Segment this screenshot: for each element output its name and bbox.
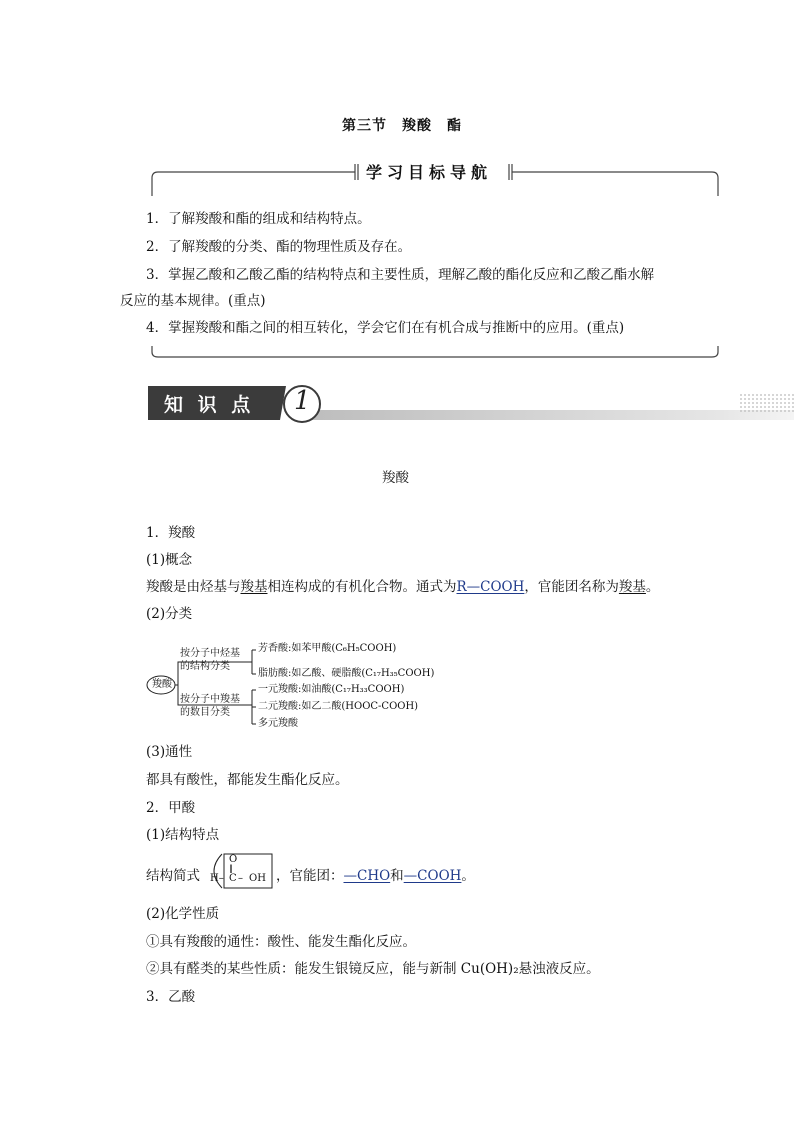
tree-leaf: 一元羧酸:如油酸(C₁₇H₃₃COOH) [258, 684, 405, 695]
goal-item: 反应的基本规律。(重点) [120, 293, 266, 309]
formula-c: C [229, 873, 237, 884]
goals-heading: 学习目标导航 [366, 163, 493, 182]
page-title: 第三节 羧酸 酯 [342, 118, 462, 134]
classify-heading: (2)分类 [146, 606, 193, 622]
heading-2: 2．甲酸 [146, 800, 196, 816]
tree-leaf: 多元羧酸 [258, 718, 298, 729]
tree-leaf: 芳香酸:如苯甲酸(C₆H₅COOH) [258, 643, 397, 654]
goal-item: 3．掌握乙酸和乙酸乙酯的结构特点和主要性质，理解乙酸的酯化反应和乙酸乙酯水解 [146, 267, 655, 283]
common-text: 都具有酸性，都能发生酯化反应。 [146, 772, 349, 788]
goal-item: 4．掌握羧酸和酯之间的相互转化，学会它们在有机合成与推断中的应用。(重点) [146, 320, 625, 336]
formula-dash: – [238, 873, 243, 884]
tree-leaf: 脂肪酸:如乙酸、硬脂酸(C₁₇H₃₅COOH) [258, 668, 435, 679]
tree-root: 羧酸 [152, 679, 172, 690]
section-title: 羧酸 [382, 470, 409, 486]
tree-leaf: 二元羧酸:如乙二酸(HOOC-COOH) [258, 701, 419, 712]
tree-branch-1: 的结构分类 [180, 661, 230, 672]
chem-heading: (2)化学性质 [146, 906, 220, 922]
concept-heading: (1)概念 [146, 552, 193, 568]
tree-branch-2: 按分子中羧基 [180, 694, 240, 705]
struct-heading: (1)结构特点 [146, 827, 220, 843]
chem-property: ①具有羧酸的通性：酸性、能发生酯化反应。 [146, 934, 416, 950]
tree-branch-1: 按分子中烃基 [180, 648, 240, 659]
heading-3: 3．乙酸 [146, 989, 196, 1005]
formula-oh: OH [249, 873, 266, 884]
struct-text: ，官能团：—CHO和—COOH。 [276, 868, 475, 884]
heading-1: 1．羧酸 [146, 525, 196, 541]
knowledge-number: 1 [294, 386, 311, 416]
goal-item: 1．了解羧酸和酯的组成和结构特点。 [146, 211, 371, 227]
struct-label: 结构简式 [146, 868, 200, 884]
formula-o: O [229, 854, 238, 865]
formula-double-bond: ‖ [229, 864, 233, 873]
knowledge-label: 知 识 点 [164, 394, 255, 416]
tree-branch-2: 的数目分类 [180, 707, 230, 718]
concept-text: 羧酸是由烃基与羧基相连构成的有机化合物。通式为R—COOH，官能团名称为羧基。 [146, 579, 660, 595]
goal-item: 2．了解羧酸的分类、酯的物理性质及存在。 [146, 239, 412, 255]
formula-h: H– [210, 873, 224, 884]
chem-property: ②具有醛类的某些性质：能发生银镜反应，能与新制 Cu(OH)₂悬浊液反应。 [146, 961, 600, 977]
common-heading: (3)通性 [146, 744, 193, 760]
